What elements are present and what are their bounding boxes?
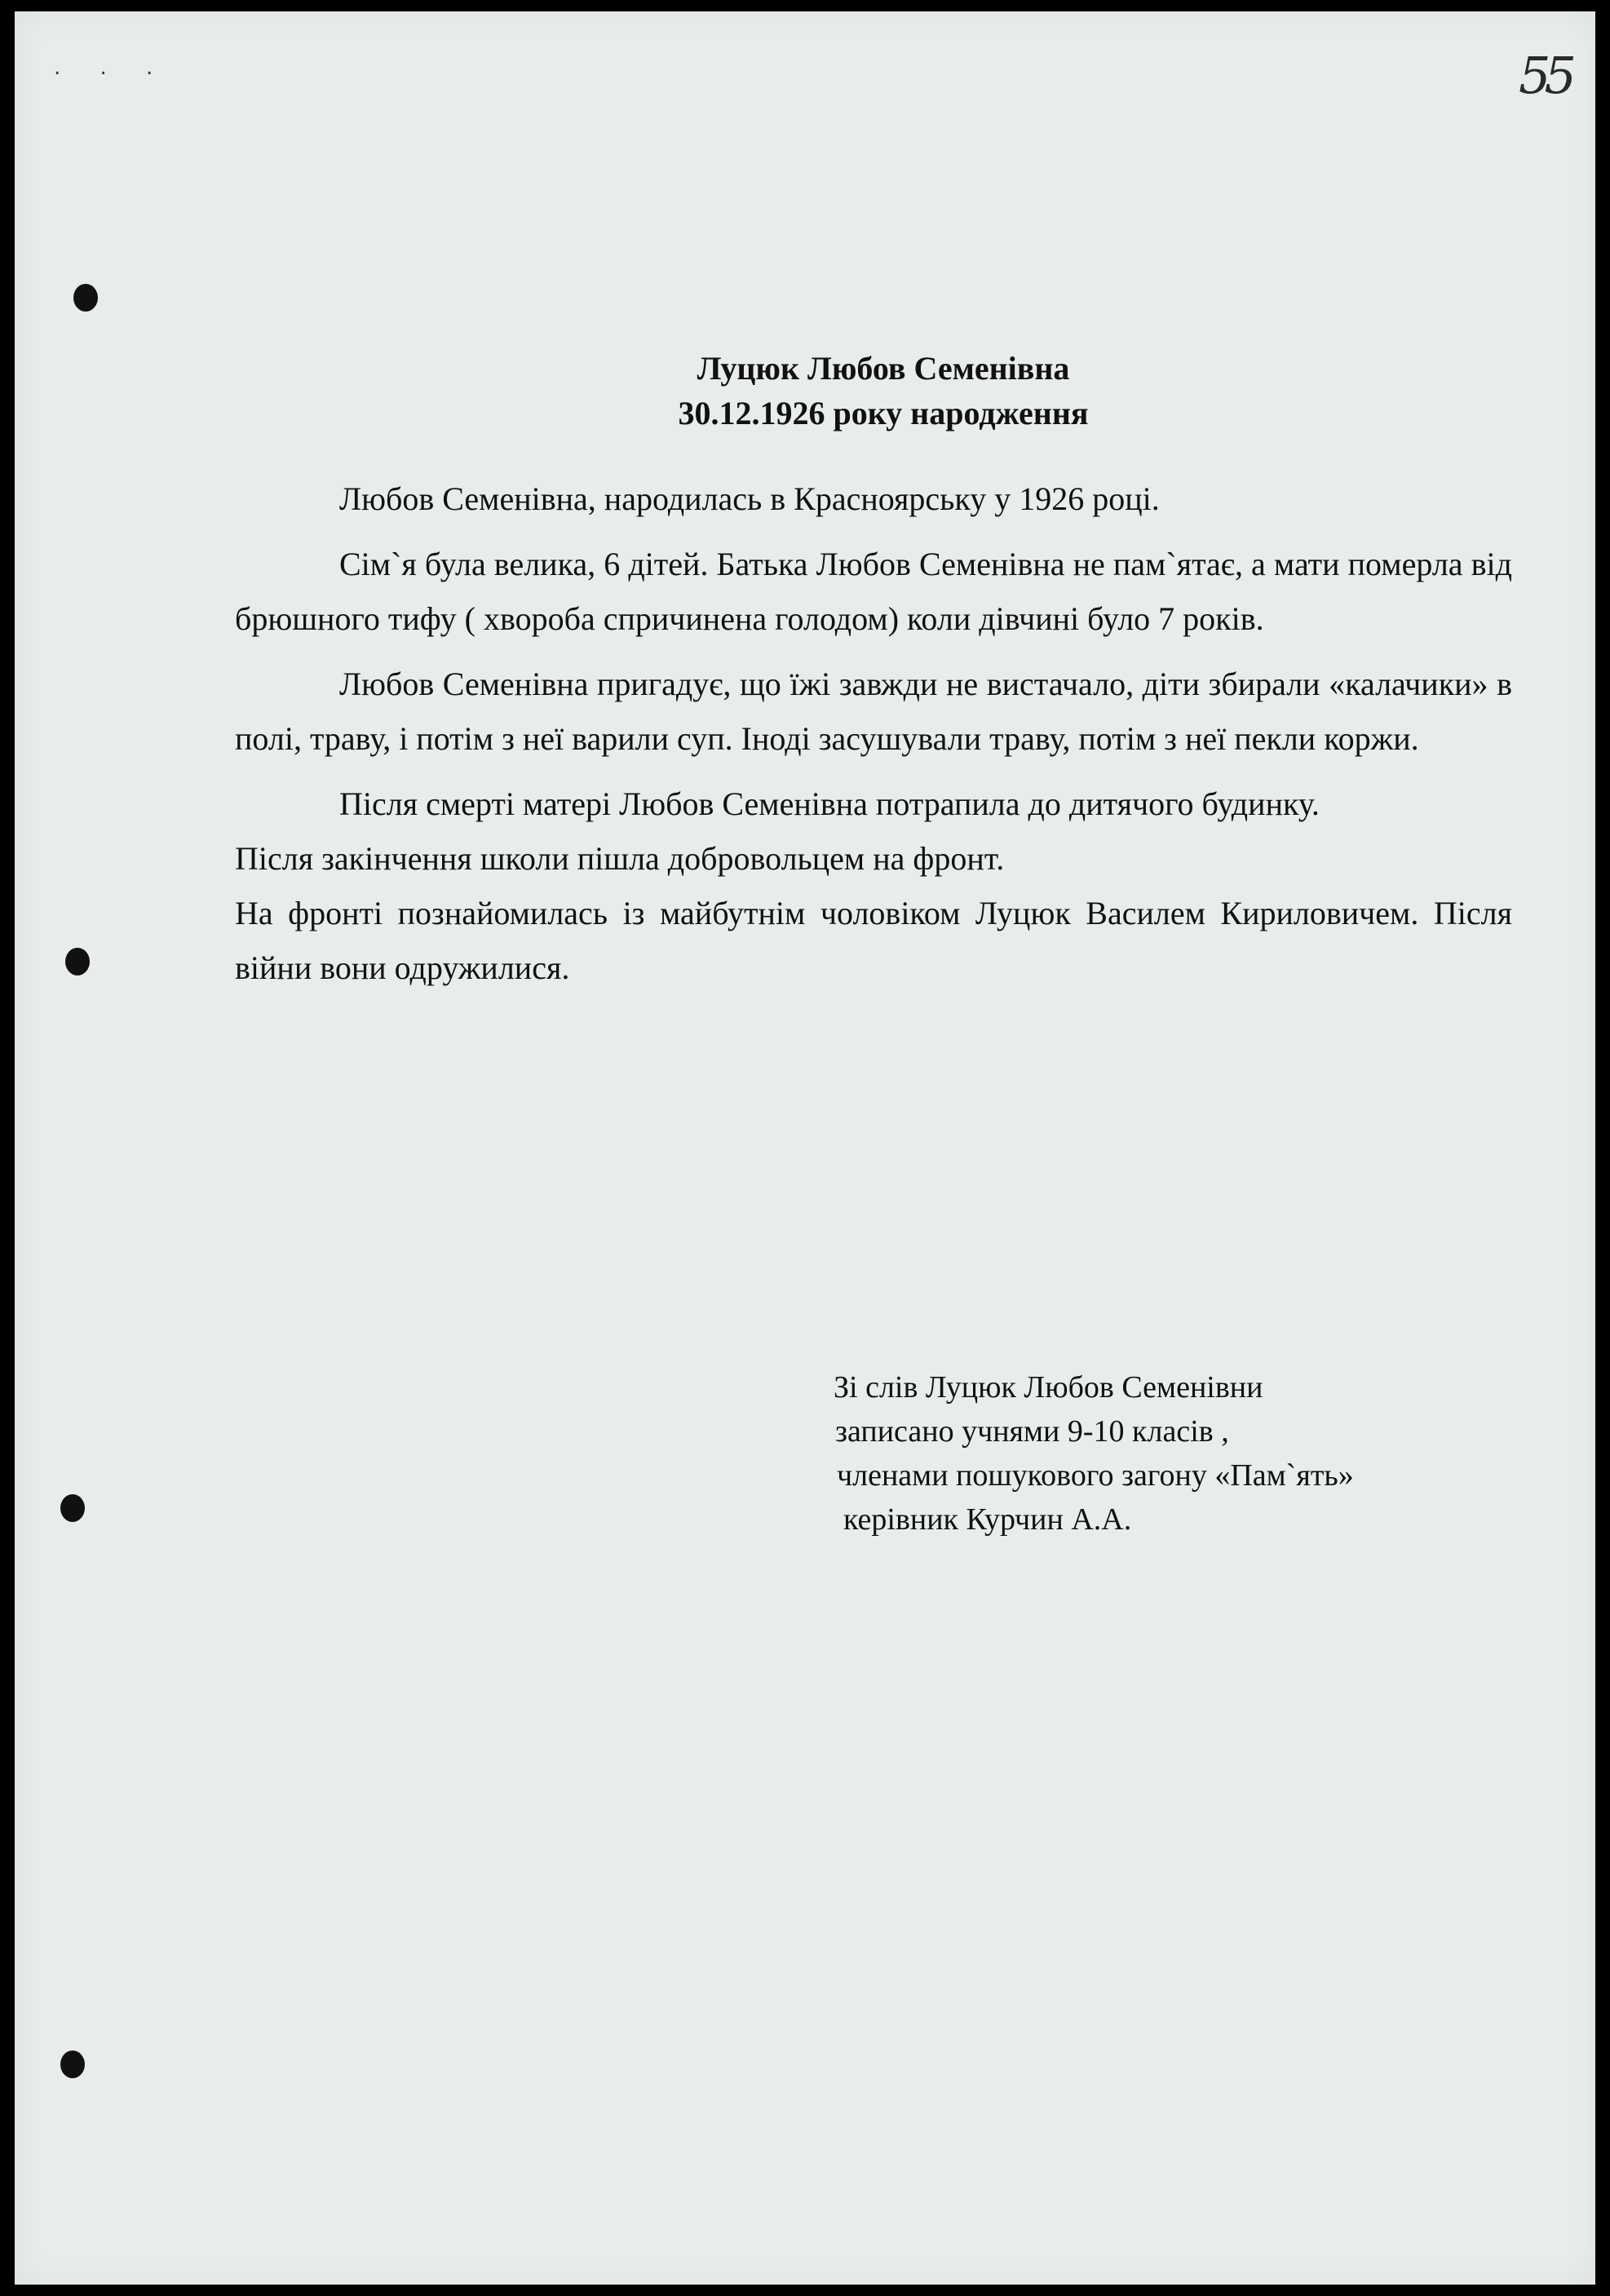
paragraph: Після смерті матері Любов Семенівна потрапила до дитячого будинку. [339, 785, 1320, 822]
paragraph: Любов Семенівна пригадує, що їжі завжди не вистачало, діти збирали «калачики» в полі, траву, і потім з неї варили суп. Іноді засушували траву, потім з неї пекли коржи. [235, 666, 1512, 757]
signature-line: записано учнями 9-10 класів , [835, 1414, 1229, 1449]
signature-line: керівник Курчин А.А. [843, 1502, 1132, 1537]
document-page [15, 11, 1595, 2285]
document-title [15, 346, 1610, 436]
paragraph: Після закінчення школи пішла добровольцем на фронт. [235, 840, 1005, 877]
title-name: Луцюк Любов Семенівна [697, 350, 1070, 387]
paragraph: На фронті познайомилась із майбутнім чоловіком Луцюк Василем Кириловичем. Після війни вони одружилися. [235, 895, 1512, 986]
punch-hole [65, 948, 90, 975]
paragraph: Сім`я була велика, 6 дітей. Батька Любов Семенівна не пам`ятає, а мати померла від брюшного тифу ( хвороба спричинена голодом) коли дівчині було 7 років. [235, 546, 1512, 637]
title-birthdate: 30.12.1926 року народження [678, 395, 1089, 431]
punch-hole [60, 1494, 85, 1522]
document-body [235, 471, 1512, 1006]
corner-marks: ‧ ‧ ‧ [54, 62, 170, 86]
paragraph: Любов Семенівна, народилась в Красноярську у 1926 році. [339, 480, 1160, 517]
signature-line: Зі слів Луцюк Любов Семенівни [834, 1370, 1263, 1405]
signature-line: членами пошукового загону «Пам`ять» [837, 1458, 1354, 1493]
punch-hole [73, 284, 98, 312]
signature-block [834, 1365, 1354, 1542]
punch-hole [60, 2050, 85, 2078]
page-number-handwritten: 55 [1519, 46, 1570, 105]
